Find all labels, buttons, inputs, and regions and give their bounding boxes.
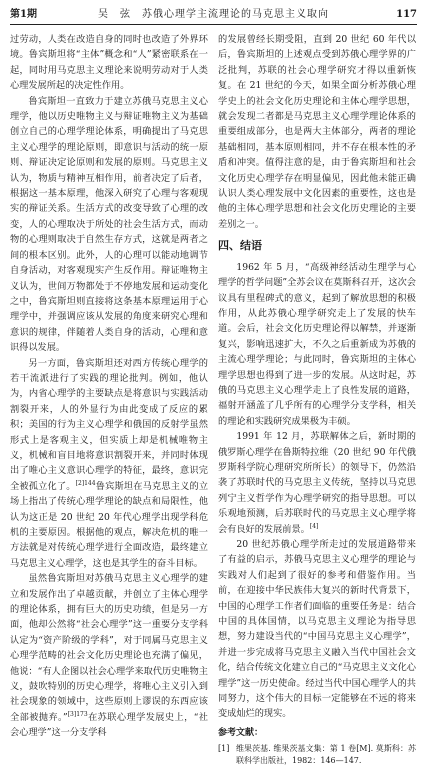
citation: [4]	[309, 522, 319, 530]
paragraph-text: 1991 年 12 月，苏联解体之后，新时期的俄罗斯心理学在鲁斯特拉维（20 世纪 90 年代俄罗斯科学院心理研究所所长）的领导下，仍然沿袭了苏联时代的马克思主义传统，坚持以马克思列宁主义哲学作为心理学研究的指导思想。可以乐观地预测，后苏联时代的马克思主义心理学将会有良好的发展前景。	[218, 431, 416, 535]
reference-item	[218, 743, 416, 767]
paragraph-text: 在苏联心理学发展史上，“社会心理学”这一分支学科	[10, 711, 208, 739]
paragraph: 20 世纪苏俄心理学所走过的发展道路带来了有益的启示，苏俄马克思主义心理学的理论与实践对人们起到了很好的参考和借鉴作用。当前，在迎接中华民族伟大复兴的新时代背景下，中国的心理学工作者们面临的重要任务是：结合中国的具体国情，以马克思主义理论为指导思想，努力建设当代的“中国马克思主义心理学”，并进一步完成将马克思主义融入当代中国社会文化，结合传统文化建立自己的“马克思主义文化心理学”这一历史使命。经过当代中国心理学人的共同努力，这个伟大的目标一定能够在不远的将来变成灿烂的现实。	[218, 539, 416, 720]
paragraph: 鲁宾斯坦一直致力于建立苏俄马克思主义心理学，他以历史唯物主义与辩证唯物主义为基础创立自己的心理学理论体系，明确提出了马克思主义心理学的理论原则，即意识与活动的统一原则、辩证决定论原则和发展的原则。马克思主义认为，物质与精神互相作用，前者决定了后者，根据这一基本原理，他深入研究了心理与客观现实的辩证关系。生活方式的改变导致了心理的改变，人的心理取决于所处的社会生活方式，而动物的心理则取决于自然生存方式，这就是两者之间的根本区别。此外，人的心理可以能动地调节自身活动，对客观现实产生反作用。辩证唯物主义认为，世间万物都处于不停地发展和运动变化之中，鲁宾斯坦则直接将这条基本原理运用于心理学中，并强调应该从发展的角度来研究心理和意识的规律，伴随着人类自身的活动，心理和意识得以发展。	[10, 95, 208, 354]
paragraph-text: 另一方面，鲁宾斯坦还对西方传统心理学的若干流派进行了实践的理论批判。例如，他认为，内省心理学的主要缺点是将意识与实践活动割裂开来，人的外显行为由此变成了反应的累积；美国的行为主义心理学和俄国的反射学虽然形式上是客观主义，但实质上却是机械唯物主义，机械和盲目地将意识割裂开来，并同时体现出了唯心主义意识心理学的特征，最终，意识完全被孤立化了。	[10, 357, 208, 492]
issue-number: 第1期	[10, 9, 37, 20]
paragraph: 的发展曾经长期受阻，直到 20 世纪 60 年代以后，鲁宾斯坦的上述观点受到苏俄心理学界的广泛批判，苏联的社会心理学研究才得以重新恢复。在 21 世纪的今天，如果全面分析苏俄心理学史上的社会文化历史理论和主体心理学思想，就会发现二者都是马克思主义心理学理论体系的重要组成部分，也是两大主体部分，两者的理论基础相同，基本原则相同，并不存在根本性的矛盾和冲突。值得注意的是，由于鲁宾斯坦和社会文化历史心理学存在明显偏见，因此他未能正确认识人类心理发展中文化因素的重要性，这也是他的主体心理学思想和社会文化历史理论的主要差别之一。	[218, 34, 416, 230]
running-title: 吴 弦 苏俄心理学主流理论的马克思主义取向	[98, 9, 329, 20]
paragraph	[10, 571, 208, 740]
paragraph-text: 虽然鲁宾斯坦对苏俄马克思主义心理学的建立和发展作出了卓越贡献，并创立了主体心理学的理论体系，拥有巨大的历史功绩，但是另一方面，他却公然将“社会心理学”这一重要分支学科认定为“资产阶级的学科”，对于同属马克思主义心理学范畴的社会文化历史理论也充满了偏见，他说：“有人企图以社会心理学来取代历史唯物主义，鼓吹特别的历史心理学，将唯心主义引入到社会现象的领域中，这些原则上谬误的东西应该全部被抛弃。”	[10, 573, 208, 723]
citation: [3]173	[67, 710, 88, 718]
right-column	[218, 32, 416, 767]
references-heading: 参考文献：	[218, 727, 264, 738]
paragraph: 过劳动，人类在改造自身的同时也改造了外界环境。鲁宾斯坦将“主体”概念和“人”紧密联系在一起，同时用马克思主义理论来说明劳动对于人类心理发展所起的决定性作用。	[10, 34, 208, 92]
paragraph: 1962 年 5 月，“高级神经活动生理学与心理学的哲学问题”全苏会议在莫斯科召开，这次会议具有里程碑式的意义，起到了解放思想的积极作用，从此苏俄心理学研究走上了发展的快车道。会后，社会文化历史理论得以解禁，并逐渐复兴，影响迅速扩大，不久之后重新成为苏俄的主流心理学理论；与此同时，鲁宾斯坦的主体心理学思想也得到了进一步的发展。从这时起，苏俄的马克思主义心理学走上了良性发展的道路，福射开涵盖了几乎所有的心理学分支学科，相关的理论和实践研究成果极为丰硕。	[218, 261, 416, 427]
citation: [2]144	[75, 479, 96, 487]
reference-text: 维果茨基. 维果茨基文集：第 1 卷[M]. 莫斯科：苏联科学出版社，1982：146—147.	[236, 744, 416, 766]
paragraph-text: 鲁宾斯坦在马克思主义的立场上指出了传统心理学理论的缺点和局限性，他认为这正是 20 世纪 20 年代心理学出现学科危机的主要原因。根据他的观点，解决危机的唯一方法就是对传统心理学进行全面改造，最终建立马克思主义心理学，这也是其学生的奋斗目标。	[10, 480, 209, 569]
left-column	[10, 32, 208, 741]
page-header	[10, 6, 417, 25]
paragraph	[10, 356, 208, 572]
page-number: 117	[396, 9, 417, 20]
reference-number: [1]	[218, 744, 230, 754]
paragraph	[218, 429, 416, 537]
section-heading: 四、结语	[218, 239, 262, 253]
